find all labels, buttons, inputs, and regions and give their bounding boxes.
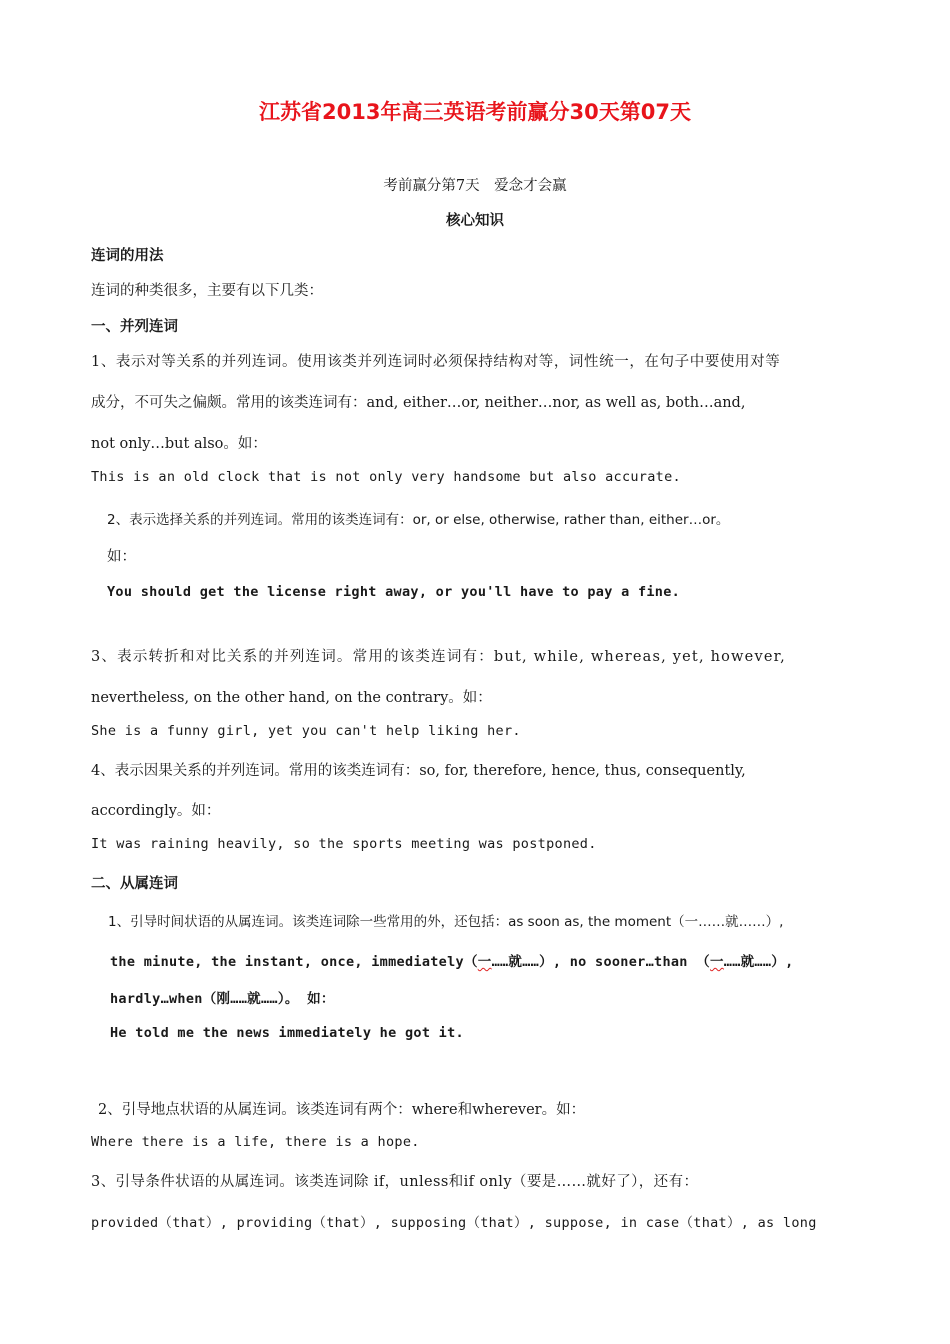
- part2-item1-line3: hardly…when（刚……就……）。 如：: [110, 991, 335, 1007]
- part1-heading: 一、并列连词: [91, 318, 178, 335]
- part1-item1-line2: 成分，不可失之偏颇。常用的该类连词有：and, either…or, neither…nor, as well as, both…and,: [91, 395, 746, 411]
- section-heading: 核心知识: [446, 212, 504, 229]
- part2-heading: 二、从属连词: [91, 875, 178, 892]
- part1-item3-line1: 3、表示转折和对比关系的并列连词。常用的该类连词有：but, while, whereas, yet, however,: [91, 649, 786, 665]
- topic-heading: 连词的用法: [91, 247, 164, 264]
- part1-item4-line1: 4、表示因果关系的并列连词。常用的该类连词有：so, for, therefore, hence, thus, consequently,: [91, 763, 746, 779]
- part2-item1-line2-a: the minute, the instant, once, immediately（: [110, 954, 478, 970]
- part2-item1-line1: 1、引导时间状语的从属连词。该类连词除一些常用的外，还包括：as soon as, the moment（一……就……）,: [108, 914, 784, 930]
- part1-item2-line2: 如：: [107, 549, 136, 565]
- part2-item1-line2-d: 一: [709, 954, 724, 970]
- part2-item3-line1: 3、引导条件状语的从属连词。该类连词除 if，unless和if only（要是……就好了），还有：: [91, 1174, 699, 1190]
- part2-item2-line1: 2、引导地点状语的从属连词。该类连词有两个：where和wherever。如：: [98, 1102, 586, 1118]
- part1-item4-line2: accordingly。如：: [91, 803, 221, 819]
- part2-item1-line2: [110, 950, 794, 970]
- document-title: 江苏省2013年高三英语考前赢分30天第07天: [259, 100, 691, 124]
- part1-item1-line3: not only…but also。如：: [91, 436, 267, 452]
- part1-item4-example: It was raining heavily, so the sports meeting was postponed.: [91, 836, 597, 852]
- part1-item3-example: She is a funny girl, yet you can't help liking her.: [91, 723, 521, 739]
- part2-item2-example: Where there is a life, there is a hope.: [91, 1134, 420, 1150]
- part1-item2-example: You should get the license right away, or you'll have to pay a fine.: [107, 584, 681, 600]
- part2-item1-line2-e: ……就……）,: [723, 954, 794, 970]
- part2-item1-line2-b: 一: [477, 954, 492, 970]
- part2-item3-line2: provided（that）, providing（that）, supposing（that）, suppose, in case（that）, as long: [91, 1215, 817, 1231]
- part2-item1-line2-c: ……就……）, no sooner…than （: [491, 954, 710, 970]
- part1-item3-line2: nevertheless, on the other hand, on the contrary。如：: [91, 690, 492, 706]
- part1-item2-line1: 2、表示选择关系的并列连词。常用的该类连词有：or, or else, otherwise, rather than, either…or。: [107, 512, 730, 528]
- intro-text: 连词的种类很多，主要有以下几类：: [91, 283, 323, 299]
- part1-item1-example: This is an old clock that is not only very handsome but also accurate.: [91, 469, 681, 485]
- part1-item1-line1: 1、表示对等关系的并列连词。使用该类并列连词时必须保持结构对等，词性统一，在句子中要使用对等: [91, 354, 781, 370]
- part2-item1-example: He told me the news immediately he got it.: [110, 1025, 464, 1041]
- subtitle: 考前赢分第7天 爱念才会赢: [383, 178, 567, 194]
